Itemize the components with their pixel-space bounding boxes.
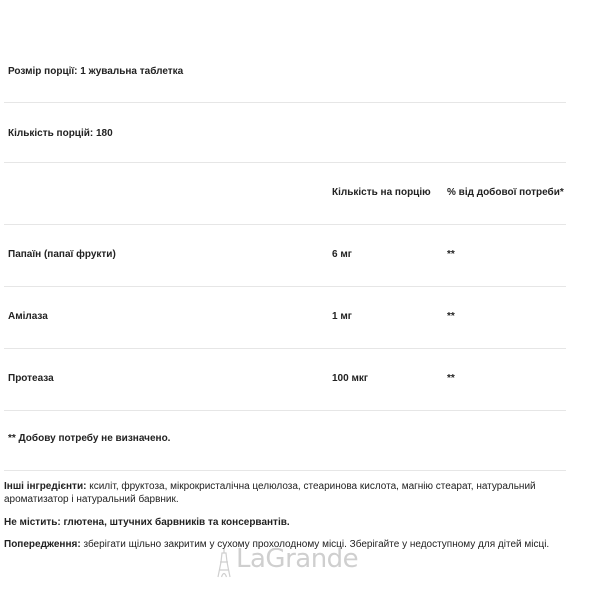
ingredient-name: Протеаза <box>8 373 54 384</box>
ingredient-amount: 100 мкг <box>332 373 369 384</box>
footnote-row <box>4 410 566 471</box>
watermark-logo: LaGrande <box>236 544 359 574</box>
other-ingredients <box>4 480 566 506</box>
ingredient-amount: 6 мг <box>332 249 352 260</box>
serving-size-row <box>4 60 566 103</box>
serving-count-row <box>4 102 566 163</box>
table-header-row <box>4 162 566 225</box>
warning-text: зберігати щільно закритим у сухому прохолодному місці. Зберігайте у недоступному для дітей місці. <box>80 539 550 550</box>
serving-count: Кількість порцій: 180 <box>8 128 113 139</box>
ingredient-name: Амілаза <box>8 311 48 322</box>
table-row <box>4 224 566 287</box>
table-row <box>4 286 566 349</box>
ingredient-daily-value: ** <box>447 311 455 322</box>
table-row <box>4 348 566 411</box>
warning <box>4 538 566 551</box>
ingredient-daily-value: ** <box>447 373 455 384</box>
free-from <box>4 516 566 529</box>
ingredient-daily-value: ** <box>447 249 455 260</box>
header-daily-value: % від добової потреби* <box>447 187 564 198</box>
header-amount: Кількість на порцію <box>332 187 431 198</box>
ingredient-amount: 1 мг <box>332 311 352 322</box>
other-ingredients-label: Інші інгредієнти: <box>4 481 87 492</box>
serving-size: Розмір порції: 1 жувальна таблетка <box>8 66 184 77</box>
other-ingredients-text: ксиліт, фруктоза, мікрокристалічна целюлоза, стеаринова кислота, магнію стеарат, натуральний ароматизатор і натуральний барвник. <box>4 481 536 505</box>
ingredient-name: Папаїн (папаї фрукти) <box>8 249 116 260</box>
warning-label: Попередження: <box>4 539 81 550</box>
free-from-text: Не містить: глютена, штучних барвників та консервантів. <box>4 517 290 528</box>
eiffel-tower-icon <box>215 548 233 578</box>
footnote: ** Добову потребу не визначено. <box>8 433 171 444</box>
